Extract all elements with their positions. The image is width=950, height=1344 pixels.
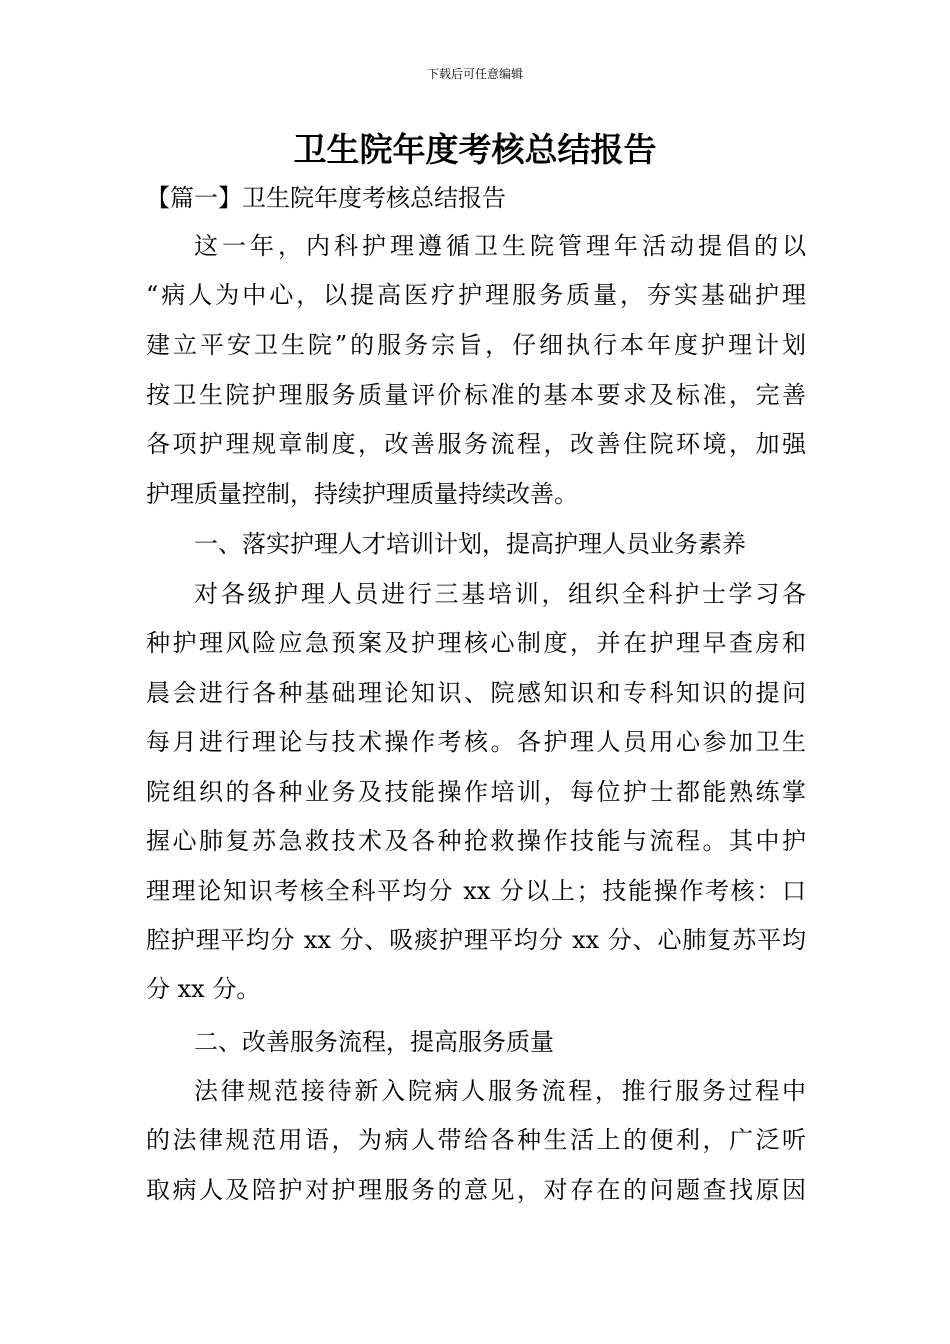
paragraph-line: 理理论知识考核全科平均分 xx 分以上；技能操作考核：口 [146,877,806,905]
section-title: 【篇一】卫生院年度考核总结报告 [146,184,506,212]
paragraph-line: 的法律规范用语，为病人带给各种生活上的便利，广泛听 [146,1126,806,1154]
paragraph-line: 对各级护理人员进行三基培训，组织全科护士学习各 [194,580,806,608]
paragraph-line: 握心肺复苏急救技术及各种抢救操作技能与流程。其中护 [146,827,806,855]
paragraph-line: 分 xx 分。 [146,975,261,1003]
heading-line: 二、改善服务流程，提高服务质量 [194,1028,554,1056]
paragraph-line: 按卫生院护理服务质量评价标准的基本要求及标准，完善 [146,381,806,409]
heading-line: 一、落实护理人才培训计划，提高护理人员业务素养 [194,530,746,558]
header-note: 下载后可任意编辑 [426,67,523,81]
paragraph-line: 建立平安卫生院”的服务宗旨，仔细执行本年度护理计划 [146,331,806,359]
document-title: 卫生院年度考核总结报告 [293,130,657,169]
paragraph-line: 法律规范接待新入院病人服务流程，推行服务过程中 [194,1077,806,1105]
paragraph-line: 晨会进行各种基础理论知识、院感知识和专科知识的提问 [146,679,806,707]
paragraph-line: 院组织的各种业务及技能操作培训，每位护士都能熟练掌 [146,778,806,806]
paragraph-line: 这一年，内科护理遵循卫生院管理年活动提倡的以 [194,232,806,260]
paragraph-line: 每月进行理论与技术操作考核。各护理人员用心参加卫生 [146,728,806,756]
paragraph-line: 腔护理平均分 xx 分、吸痰护理平均分 xx 分、心肺复苏平均 [146,926,806,954]
paragraph-line: 各项护理规章制度，改善服务流程，改善住院环境，加强 [146,430,806,458]
paragraph-line: 种护理风险应急预案及护理核心制度，并在护理早查房和 [146,629,806,657]
paragraph-line: “病人为中心，以提高医疗护理服务质量，夯实基础护理 [146,281,806,309]
paragraph-line: 取病人及陪护对护理服务的意见，对存在的问题查找原因 [146,1176,806,1204]
paragraph-line: 护理质量控制，持续护理质量持续改善。 [146,480,578,508]
